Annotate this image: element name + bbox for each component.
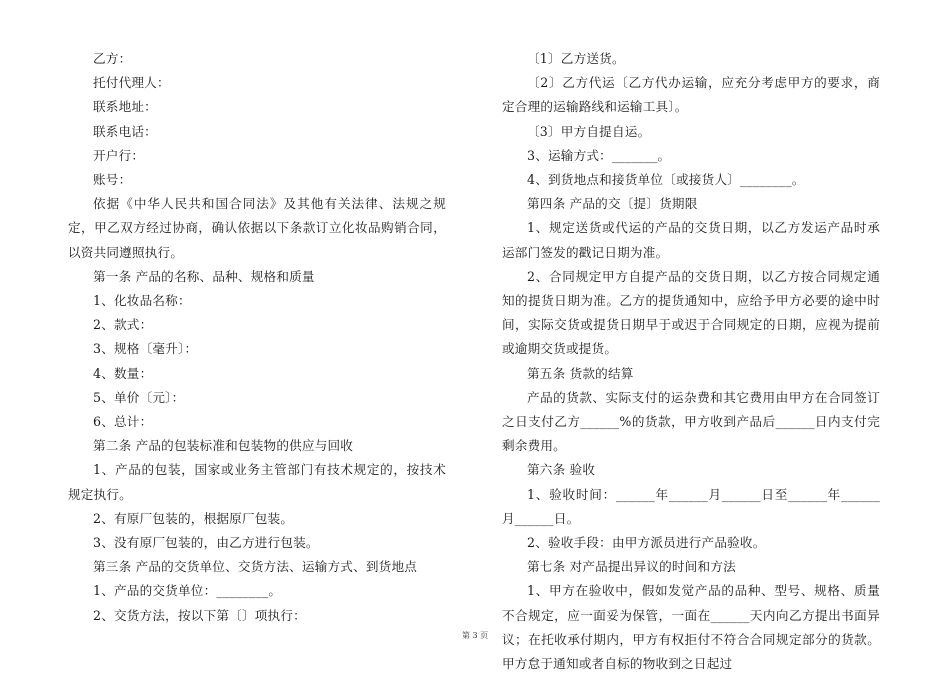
paragraph: 2、交货方法，按以下第〔〕项执行： (93, 607, 306, 623)
section-heading: 第五条 货款的结算 (527, 365, 634, 381)
paragraph: 〔2〕乙方代运〔乙方代办运输，应充分考虑甲方的要求，商定合理的运输路线和运输工具〕。 (502, 75, 880, 115)
paragraph: 3、运输方式：_______。 (527, 147, 671, 163)
paragraph: 4、数量： (93, 365, 153, 381)
section-heading: 第二条 产品的包装标准和包装物的供应与回收 (93, 438, 354, 454)
paragraph: 〔1〕乙方送货。 (527, 51, 625, 66)
paragraph: 乙方： (93, 51, 132, 66)
paragraph: 1、化妆品名称： (93, 293, 191, 309)
section-heading: 第四条 产品的交〔提〕货期限 (527, 196, 698, 212)
page-number: 第 3 页 (461, 631, 489, 640)
left-column (68, 47, 446, 628)
paragraph: 1、验收时间：______年______月______日至______年______月______日。 (502, 486, 880, 526)
paragraph: 〔3〕甲方自提自运。 (527, 123, 651, 139)
paragraph: 开户行： (93, 147, 145, 163)
right-column (502, 47, 880, 676)
paragraph: 6、总计： (93, 414, 153, 430)
paragraph: 1、规定送货或代运的产品的交货日期，以乙方发运产品时承运部门签发的戳记日期为准。 (502, 220, 880, 260)
paragraph: 托付代理人： (93, 75, 170, 91)
paragraph: 1、甲方在验收中，假如发觉产品的品种、型号、规格、质量不合规定，应一面妥为保管，一面在______天内向乙方提出书面异议；在托收承付期内，甲方有权拒付不符合合同规定部分的货款。甲方怠于通知或者自标的物收到之日起过 (502, 583, 880, 672)
paragraph: 1、产品的包装，国家或业务主管部门有技术规定的，按技术规定执行。 (68, 462, 446, 502)
paragraph: 4、到货地点和接货单位〔或接货人〕________。 (527, 172, 805, 188)
paragraph: 2、有原厂包装的，根据原厂包装。 (93, 510, 294, 526)
section-heading: 第一条 产品的名称、品种、规格和质量 (93, 268, 315, 284)
paragraph: 依据《中华人民共和国合同法》及其他有关法律、法规之规定，甲乙双方经过协商，确认依据以下条款订立化妆品购销合同，以资共同遵照执行。 (68, 196, 446, 260)
paragraph: 2、验收手段：由甲方派员进行产品验收。 (527, 535, 766, 551)
paragraph: 2、款式： (93, 317, 153, 333)
section-heading: 第六条 验收 (527, 462, 596, 478)
section-heading: 第三条 产品的交货单位、交货方法、运输方式、到货地点 (93, 559, 418, 575)
section-heading: 第七条 对产品提出异议的时间和方法 (527, 559, 736, 575)
paragraph: 2、合同规定甲方自提产品的交货日期，以乙方按合同规定通知的提货日期为准。乙方的提货通知中，应给予甲方必要的途中时间，实际交货或提货日期早于或迟于合同规定的日期，应视为提前或逾期交货或提货。 (502, 268, 880, 357)
paragraph: 账号： (93, 172, 132, 188)
paragraph: 5、单价〔元〕： (93, 389, 185, 405)
paragraph: 1、产品的交货单位：________。 (93, 583, 282, 599)
paragraph: 联系电话： (93, 123, 157, 139)
paragraph: 产品的货款、实际支付的运杂费和其它费用由甲方在合同签订之日支付乙方______%的货款，甲方收到产品后______日内支付完剩余费用。 (502, 389, 880, 454)
paragraph: 3、规格〔毫升〕： (93, 341, 198, 357)
paragraph: 3、没有原厂包装的，由乙方进行包装。 (93, 535, 319, 551)
paragraph: 联系地址： (93, 99, 157, 115)
